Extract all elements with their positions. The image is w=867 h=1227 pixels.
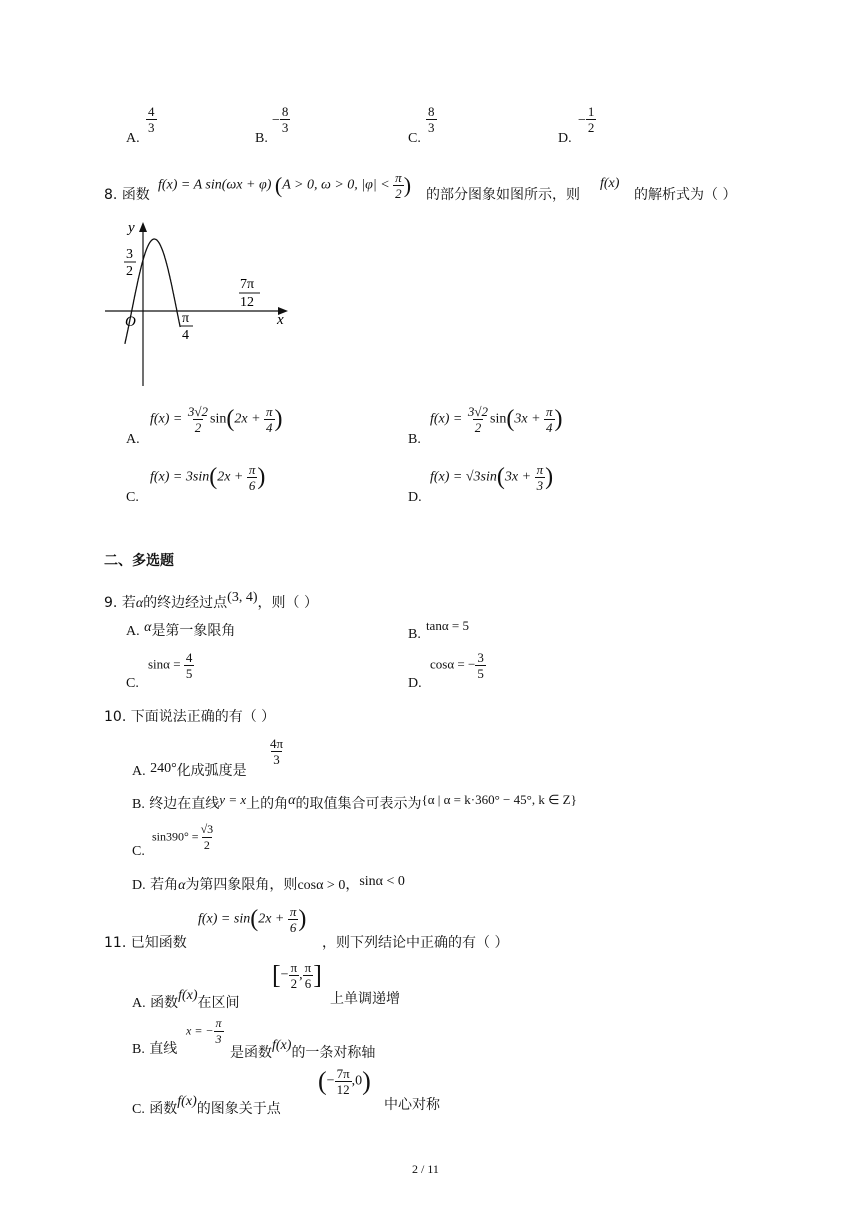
q7-option-b-value: − $\frac{8}{3}$ [272,104,289,135]
q8-option-c-formula: f(x) = 3sin(2x + $\frac{\pi}{6}$ ) [150,462,266,493]
section-title-multi-choice: 二、多选题 [104,553,174,569]
q8-option-c-label: C. [126,490,139,505]
origin-label: O [125,314,136,330]
q11-option-c-point: (− $\frac{7\pi}{12}$ ,0) [318,1066,371,1097]
q11-option-a-end: 上单调递增 [330,991,400,1007]
q8-fx: f(x) [600,176,620,191]
q10-option-d: D. 若角α为第四象限角，则cosα > 0，sinα < 0 [132,874,405,893]
q8-option-b-label: B. [408,432,421,447]
q10-stem: 10. 下面说法正确的有（ ） [104,709,276,725]
q11-option-b-line: x = − $\frac{\pi}{3}$ [186,1016,222,1046]
q7-option-c-value: $\frac{8}{3}$ [428,104,435,135]
q9-stem: 9. 若α的终边经过点(3, 4)，则（ ） [104,590,318,611]
x2-denominator: 12 [240,295,254,310]
q9-option-d-formula: cosα = − $\frac{3}{5}$ [430,650,484,681]
q9-option-c-label: C. [126,676,139,691]
q8-stem-middle: 的部分图象如图所示，则 [426,187,580,203]
q8-formula: f(x) = A sin(ωx + φ) (A > 0, ω > 0, |φ| < $\frac{\pi}{2}$ ) [158,170,412,201]
q10-option-c-label: C. [132,844,145,859]
q9-option-b: B. $^{tan\alpha = 5}$ [408,618,469,642]
q9-option-a: A. α是第一象限角 [126,620,236,639]
q10-option-a-fraction: $\frac{4\pi}{3}$ [270,736,284,767]
q8-option-d-label: D. [408,490,422,505]
q7-option-a-value: $\frac{4}{3}$ [148,104,155,135]
q7-option-c-label: C. [408,131,421,146]
y-max-numerator: 3 [126,247,133,262]
q10-option-b: B. 终边在直线y = x上的角α的取值集合可表示为{α | α = k·360° − 45°, k ∈ Z} [132,792,577,812]
y-max-denominator: 2 [126,264,133,279]
q8-option-b-formula: f(x) = $\frac{3√2}{2}$ sin(3x + $\frac{\pi}{4}$ ) [430,404,563,435]
q10-option-a: A. 240°化成弧度是 [132,761,247,779]
page-number: 2 / 11 [412,1162,439,1176]
x2-numerator: 7π [240,277,255,292]
x1-numerator: π [182,311,190,326]
q11-stem-end: ，则下列结论中正确的有（ ） [322,935,509,951]
q7-option-d-value: − $\frac{1}{2}$ [578,104,595,135]
y-axis-label: y [128,220,135,236]
q11-option-a-interval: [− $\frac{\pi}{2}$ , $\frac{\pi}{6}$ ] [272,960,322,991]
q7-option-a-label: A. [126,131,140,146]
q9-option-c-formula: sinα = $\frac{4}{5}$ [148,650,193,681]
q8-option-a-formula: f(x) = $\frac{3√2}{2}$ sin(2x + $\frac{\pi}{4}$ ) [150,404,283,435]
q10-option-c-formula: sin390° = $\frac{√3}{2}$ [152,822,214,852]
q8-sine-graph [100,216,300,396]
x-axis-label: x [277,312,284,328]
q7-option-b-label: B. [255,131,268,146]
q11-stem-start: 11. 已知函数 [104,935,187,951]
q11-formula: f(x) = sin(2x + $\frac{\pi}{6}$ ) [198,904,307,935]
q8-stem-end: 的解析式为（ ） [634,187,737,203]
q9-option-d-label: D. [408,676,422,691]
y-axis-arrow-icon [139,222,147,232]
q11-option-b-end: 是函数f(x)的一条对称轴 [230,1038,376,1061]
q11-option-c-end: 中心对称 [384,1097,440,1113]
q8-option-a-label: A. [126,432,140,447]
q8-option-d-formula: f(x) = √3sin(3x + $\frac{\pi}{3}$ ) [430,462,554,493]
x1-denominator: 4 [182,328,189,343]
q11-option-b-start: B. 直线 [132,1041,178,1057]
q8-stem-start: 8. 函数 [104,187,150,203]
q11-option-c-start: C. 函数f(x)的图象关于点 [132,1094,281,1117]
q11-option-a-start: A. 函数f(x)在区间 [132,988,240,1011]
q7-option-d-label: D. [558,131,572,146]
